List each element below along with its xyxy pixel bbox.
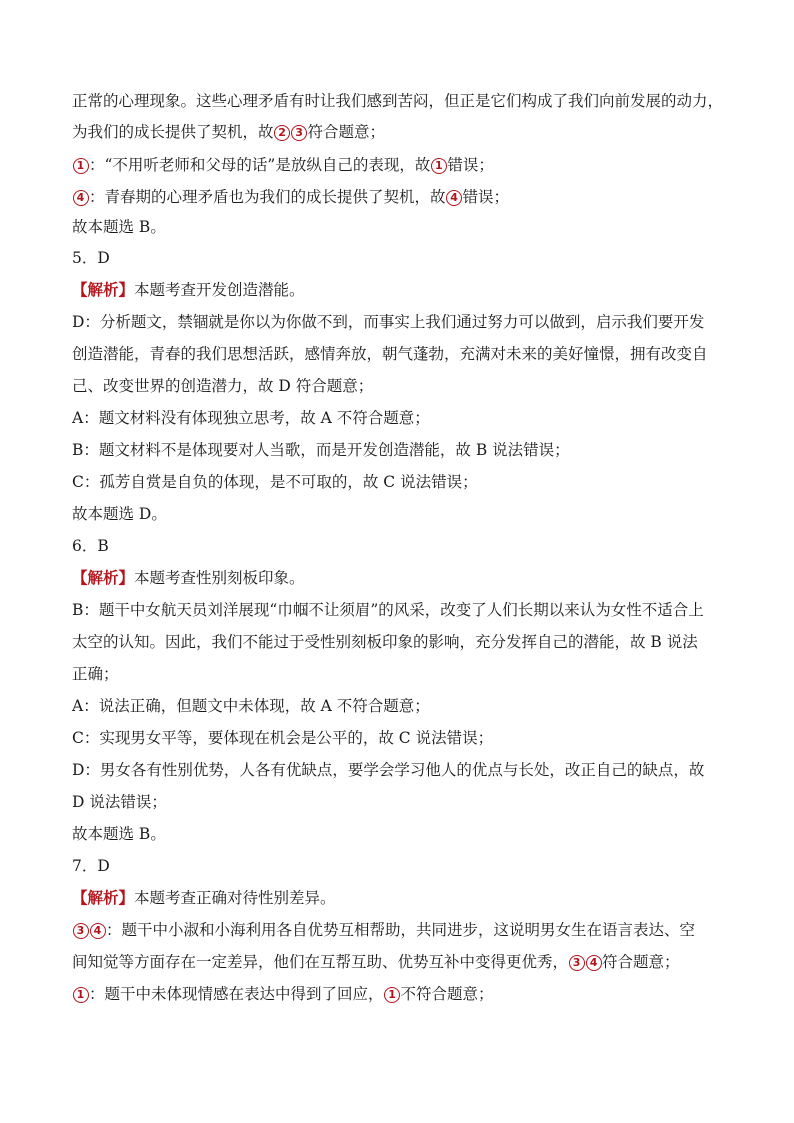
text-line [72, 439, 732, 461]
text-run: B：题文材料不是体现要对人当歌，而是开发创造潜能，故 B 说法错误； [72, 441, 570, 459]
text-run: ：“不用听老师和父母的话”是放纵自己的表现，故 [89, 156, 431, 174]
text-run: C：实现男女平等，要体现在机会是公平的，故 C 说法错误； [72, 729, 494, 747]
text-line [72, 407, 732, 429]
circled-number: 3 [291, 125, 307, 141]
text-run: 本题考查开发创造潜能。 [134, 281, 305, 299]
circled-number: 4 [90, 923, 106, 939]
text-run: 创造潜能，青春的我们思想活跃，感情奔放，朝气蓬勃，充满对未来的美好憧憬，拥有改变自 [72, 345, 708, 363]
text-run: 故本题选 D。 [72, 505, 167, 523]
text-run: ：题干中小淑和小海利用各自优势互相帮助，共同进步，这说明男女生在语言表达、空 [106, 921, 696, 939]
text-run: 故本题选 B。 [72, 218, 166, 236]
text-run: A：说法正确，但题文中未体现，故 A 不符合题意； [72, 697, 430, 715]
text-run: 符合题意； [602, 953, 680, 971]
text-line [72, 823, 732, 845]
text-run: 错误； [447, 156, 494, 174]
text-run: 错误； [462, 188, 510, 206]
text-line [72, 471, 732, 493]
text-line [72, 599, 732, 621]
circled-number: 4 [73, 190, 89, 206]
text-run: D：男女各有性别优势，人各有优缺点，要学会学习他人的优点与长处，改正自己的缺点，故 [72, 761, 705, 779]
text-run: D：分析题文，禁锢就是你以为你做不到，而事实上我们通过努力可以做到，启示我们要开发 [72, 313, 705, 331]
text-line [72, 503, 732, 525]
text-line [72, 887, 732, 909]
text-line [72, 90, 732, 112]
analysis-label: 【解析】 [72, 888, 135, 907]
text-line [72, 154, 732, 176]
text-line [72, 375, 732, 397]
circled-number: 4 [446, 190, 462, 206]
text-run: 故本题选 B。 [72, 825, 166, 843]
circled-number: 1 [73, 158, 89, 174]
text-line [72, 186, 732, 208]
text-run: 5．D [72, 249, 110, 267]
circled-number: 1 [384, 987, 400, 1003]
circled-number: 3 [73, 923, 89, 939]
circled-number: 4 [586, 955, 602, 971]
circled-number: 1 [431, 158, 447, 174]
text-run: 间知觉等方面存在一定差异，他们在互帮互助、优势互补中变得更优秀， [72, 953, 569, 971]
text-line [72, 216, 732, 238]
text-line [72, 343, 732, 365]
text-line [72, 247, 732, 269]
text-line [72, 695, 732, 717]
text-line [72, 535, 732, 557]
text-line [72, 663, 732, 685]
text-line [72, 855, 732, 877]
circled-number: 2 [274, 125, 290, 141]
text-line [72, 759, 732, 781]
text-line [72, 791, 732, 813]
text-run: 不符合题意； [400, 985, 494, 1003]
text-line [72, 279, 732, 301]
analysis-label: 【解析】 [72, 280, 135, 299]
text-line [72, 631, 732, 653]
text-run: 6．B [72, 537, 109, 555]
text-run: ：青春期的心理矛盾也为我们的成长提供了契机，故 [89, 188, 446, 206]
text-run: 本题考查正确对待性别差异。 [134, 889, 336, 907]
text-line [72, 567, 732, 589]
text-run: 正常的心理现象。这些心理矛盾有时让我们感到苦闷，但正是它们构成了我们向前发展的动力， [72, 92, 724, 110]
text-run: B：题干中女航天员刘洋展现“巾帼不让须眉”的风采，改变了人们长期以来认为女性不适合上 [72, 601, 704, 619]
text-run: 太空的认知。因此，我们不能过于受性别刻板印象的影响，充分发挥自己的潜能，故 B 说法 [72, 633, 698, 651]
text-run: A：题文材料没有体现独立思考，故 A 不符合题意； [72, 409, 430, 427]
text-line [72, 919, 732, 941]
text-line [72, 727, 732, 749]
text-run: D 说法错误； [72, 793, 167, 811]
text-line [72, 311, 732, 333]
text-line [72, 121, 732, 143]
text-run: 符合题意； [307, 123, 386, 141]
text-run: 为我们的成长提供了契机，故 [72, 123, 274, 141]
circled-number: 1 [73, 987, 89, 1003]
text-run: 己、改变世界的创造潜力，故 D 符合题意； [72, 377, 374, 395]
text-run: 本题考查性别刻板印象。 [134, 569, 305, 587]
text-run: ：题干中未体现情感在表达中得到了回应， [89, 985, 384, 1003]
circled-number: 3 [569, 955, 585, 971]
text-line [72, 951, 732, 973]
analysis-label: 【解析】 [72, 568, 135, 587]
text-run: C：孤芳自赏是自负的体现，是不可取的，故 C 说法错误； [72, 473, 478, 491]
text-line [72, 983, 732, 1005]
text-run: 7．D [72, 857, 110, 875]
text-run: 正确； [72, 665, 119, 683]
